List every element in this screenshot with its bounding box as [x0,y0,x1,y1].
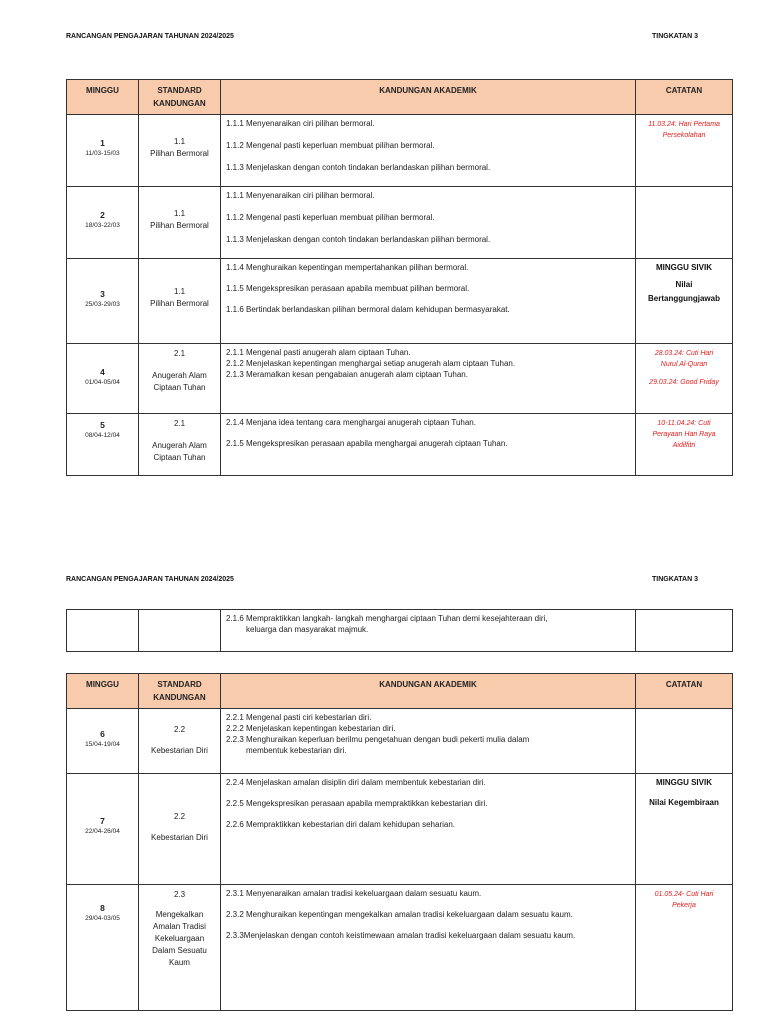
note-cell [636,709,733,774]
col-minggu: MINGGU [67,80,139,115]
standard-cell: 1.1 Pilihan Bermoral [139,187,221,259]
note-cell [636,774,733,885]
standard-cell: 2.2 Kebestarian Diri [139,774,221,885]
table-row [67,115,733,187]
grade-label: TINGKATAN 3 [651,576,698,583]
week-cell: 2 18/03-22/03 [67,187,139,259]
col-standard: STANDARD KANDUNGAN [139,80,221,115]
col-kandungan: KANDUNGAN AKADEMIK [221,80,636,115]
standard-cell: 1.1 Pilihan Bermoral [139,115,221,187]
civic-value-label: Nilai Bertanggungjawab [647,280,720,303]
content-cell: 1.1.1 Menyenaraikan ciri pilihan bermoral. 1.1.2 Mengenal pasti keperluan membuat pilihan bermoral. 1.1.3 Menjelaskan dengan contoh tindakan berlandaskan pilihan bermoral. [221,115,636,187]
plan-title: RANCANGAN PENGAJARAN TAHUNAN 2024/2025 [66,33,234,40]
note-cell: 28.03.24: Cuti Hari Nurul Al-Quran 29.03.24: Good Friday [636,344,733,414]
table-row [67,187,733,259]
note-cell: 10-11.04.24: Cuti Perayaan Hari Raya Aidilfitri [636,414,733,476]
col-kandungan: KANDUNGAN AKADEMIK [221,674,636,709]
table-header-row [67,674,733,709]
week-cell: 7 22/04-26/04 [67,774,139,885]
note-cell [636,187,733,259]
civic-week-label: MINGGU SIVIK [655,263,712,272]
note-cell: 01.05.24- Cuti Hari Pekerja [636,885,733,1011]
week-cell: 1 11/03-15/03 [67,115,139,187]
col-catatan: CATATAN [636,674,733,709]
standard-cell: 2.1 Anugerah Alam Ciptaan Tuhan [139,344,221,414]
content-cell: 2.1.1 Mengenal pasti anugerah alam ciptaan Tuhan. 2.1.2 Menjelaskan kepentingan menghargai setiap anugerah alam ciptaan Tuhan. 2.1.3 Meramalkan kesan pengabaian anugerah alam ciptaan Tuhan. [221,344,636,414]
civic-week-label: MINGGU SIVIK [655,778,712,787]
content-cell: 1.1.4 Menghuraikan kepentingan mempertahankan pilihan bermoral. 1.1.5 Mengekspresikan perasaan apabila membuat pilihan bermoral. 1.1.6 Bertindak berlandaskan pilihan bermoral dalam kehidupan bermasyarakat. [221,259,636,344]
civic-value-label: Nilai Kegembiraan [649,798,719,807]
content-cell: 2.1.4 Menjana idea tentang cara menghargai anugerah ciptaan Tuhan. 2.1.5 Mengekspresikan perasaan apabila menghargai anugerah ciptaan Tuhan. [221,414,636,476]
plan-table-2 [66,673,733,1011]
col-catatan: CATATAN [636,80,733,115]
table-row [67,774,733,885]
table-row [67,259,733,344]
table-row [67,344,733,414]
table-header-row [67,80,733,115]
week-cell: 8 29/04-03/05 [67,885,139,1011]
standard-cell: 2.2 Kebestarian Diri [139,709,221,774]
table-row [67,885,733,1011]
grade-label: TINGKATAN 3 [651,33,698,40]
table-row [67,414,733,476]
page-header [66,576,698,583]
table-row [67,709,733,774]
note-cell [636,259,733,344]
standard-cell: 2.1 Anugerah Alam Ciptaan Tuhan [139,414,221,476]
week-cell: 4 01/04-05/04 [67,344,139,414]
content-cell: 1.1.1 Menyenaraikan ciri pilihan bermoral. 1.1.2 Mengenal pasti keperluan membuat pilihan bermoral. 1.1.3 Menjelaskan dengan contoh tindakan berlandaskan pilihan bermoral. [221,187,636,259]
continuation-table [66,609,733,652]
table-row [67,610,733,652]
content-cell: 2.3.1 Menyenaraikan amalan tradisi kekeluargaan dalam sesuatu kaum. 2.3.2 Menghuraikan kepentingan mengekalkan amalan tradisi kekeluargaan dalam sesuatu kaum. 2.3.3Menjelaskan dengan contoh keistimewaan amalan tradisi kekeluargaan dalam sesuatu kaum. [221,885,636,1011]
note-cell: 11.03.24: Hari Pertama Persekolahan [636,115,733,187]
week-cell [67,610,139,652]
page-header [66,33,698,40]
standard-cell: 2.3 Mengekalkan Amalan Tradisi Kekeluargaan Dalam Sesuatu Kaum [139,885,221,1011]
week-cell: 3 25/03-29/03 [67,259,139,344]
content-cell: 2.2.4 Menjelaskan amalan disiplin diri dalam membentuk kebestarian diri. 2.2.5 Mengekspresikan perasaan apabila mempraktikkan kebestarian diri. 2.2.6 Mempraktikkan kebestarian diri dalam kehidupan seharian. [221,774,636,885]
col-standard: STANDARD KANDUNGAN [139,674,221,709]
standard-cell: 1.1 Pilihan Bermoral [139,259,221,344]
week-cell: 5 08/04-12/04 [67,414,139,476]
col-minggu: MINGGU [67,674,139,709]
plan-table-1 [66,79,733,476]
content-cell: 2.1.6 Mempraktikkan langkah- langkah menghargai ciptaan Tuhan demi kesejahteraan diri, keluarga dan masyarakat majmuk. [221,610,636,652]
week-cell: 6 15/04-19/04 [67,709,139,774]
note-cell [636,610,733,652]
plan-title: RANCANGAN PENGAJARAN TAHUNAN 2024/2025 [66,576,234,583]
standard-cell [139,610,221,652]
content-cell: 2.2.1 Mengenal pasti ciri kebestarian diri. 2.2.2 Menjelaskan kepentingan kebestarian diri. 2.2.3 Menghuraikan keperluan berilmu pengetahuan dengan budi pekerti mulia dalam membentuk kebestarian diri. [221,709,636,774]
